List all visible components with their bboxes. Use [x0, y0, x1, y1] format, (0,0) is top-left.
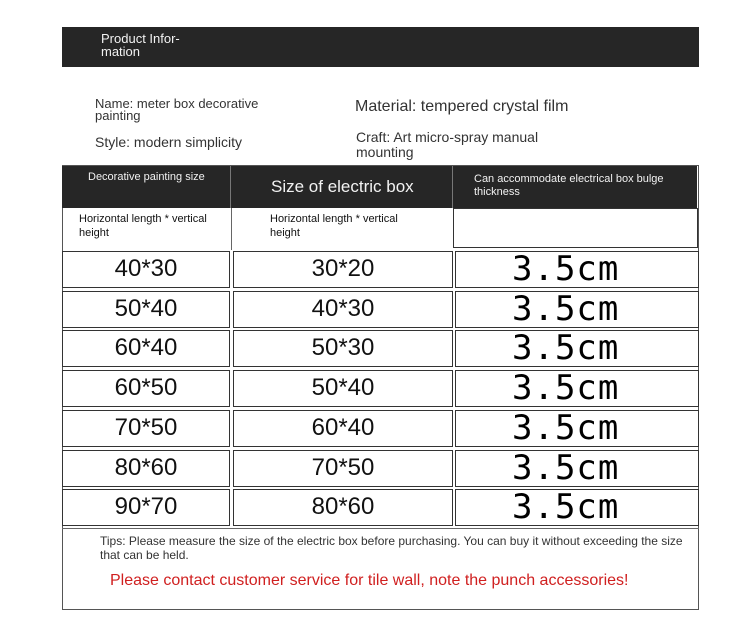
painting-size-value: 70*50 — [114, 413, 178, 441]
contact-notice: Please contact customer service for tile wall, note the punch accessories! — [110, 572, 629, 589]
bulge-thickness-value: 3.5cm — [512, 288, 620, 329]
bulge-thickness-value: 3.5cm — [512, 447, 620, 488]
painting-size-value: 80*60 — [114, 453, 178, 481]
info-style: Style: modern simplicity — [95, 134, 243, 150]
header-label: Can accommodate electrical box bulge thickness — [474, 173, 664, 198]
header-cell-painting-size — [62, 166, 231, 208]
header-cell-box-size — [231, 166, 453, 208]
tips-text: Tips: Please measure the size of the electric box before purchasing. You can buy it without exceeding the size that can be held. — [100, 534, 683, 562]
box-size-value: 70*50 — [311, 453, 375, 481]
box-size-value: 30*20 — [311, 255, 375, 282]
box-size-value: 80*60 — [311, 493, 375, 521]
product-info-header — [62, 27, 699, 67]
box-size-value: 50*30 — [311, 334, 375, 362]
info-name: Name: meter box decorative painting — [95, 96, 259, 123]
subheader-cell: Horizontal length * vertical height — [270, 213, 398, 239]
box-size-value: 50*40 — [311, 374, 375, 402]
bulge-thickness-value: 3.5cm — [512, 368, 620, 409]
header-label: Size of electric box — [271, 177, 414, 196]
row-divider — [62, 528, 699, 529]
painting-size-value: 60*40 — [114, 334, 178, 362]
bulge-thickness-value: 3.5cm — [512, 249, 620, 289]
painting-size-value: 40*30 — [114, 255, 178, 282]
info-material: Material: tempered crystal film — [355, 98, 569, 115]
header-label: Decorative painting size — [88, 171, 205, 183]
subheader-empty-cell — [453, 208, 698, 248]
header-title: Product Infor- mation — [101, 31, 180, 59]
subheader-cell: Horizontal length * vertical height — [79, 213, 207, 239]
painting-size-value: 90*70 — [114, 493, 178, 521]
painting-size-value: 60*50 — [114, 374, 178, 402]
painting-size-value: 50*40 — [114, 294, 178, 322]
bulge-thickness-value: 3.5cm — [512, 328, 620, 369]
info-craft: Craft: Art micro-spray manual mounting — [356, 129, 539, 160]
box-size-value: 40*30 — [311, 294, 375, 322]
bulge-thickness-value: 3.5cm — [512, 487, 620, 528]
column-divider — [231, 208, 232, 250]
header-cell-bulge-thickness — [453, 166, 697, 208]
box-size-value: 60*40 — [311, 413, 375, 441]
bulge-thickness-value: 3.5cm — [512, 407, 620, 448]
